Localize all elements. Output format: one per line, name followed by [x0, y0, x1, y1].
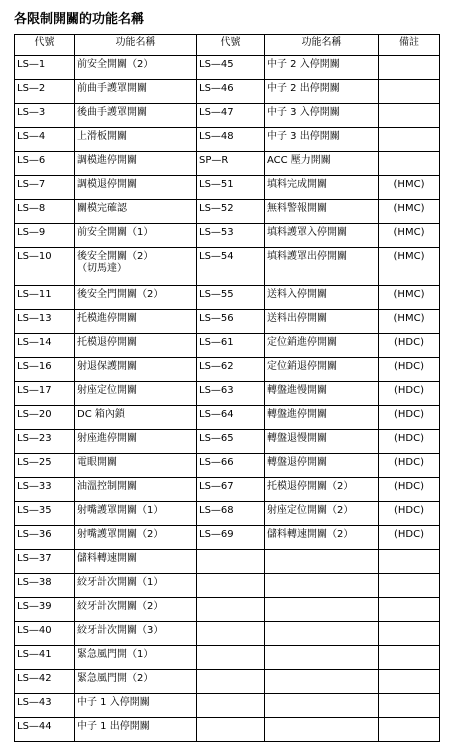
cell-remark [379, 152, 440, 176]
cell-code-2: LS—62 [197, 358, 265, 382]
header-function-2: 功能名稱 [265, 35, 379, 56]
cell-code-2 [197, 598, 265, 622]
header-code-1: 代號 [15, 35, 75, 56]
cell-function-2: 托模退停開關（2） [265, 478, 379, 502]
cell-function-2: 轉盤退慢開關 [265, 430, 379, 454]
cell-code-1: LS—39 [15, 598, 75, 622]
cell-code-2: LS—52 [197, 200, 265, 224]
cell-function-1: 射嘴護罩開關（1） [75, 502, 197, 526]
cell-function-2: 填料護罩入停開關 [265, 224, 379, 248]
cell-function-1: 後曲手護罩開關 [75, 104, 197, 128]
cell-code-2 [197, 694, 265, 718]
cell-function-1: 前曲手護罩開關 [75, 80, 197, 104]
cell-code-2: LS—67 [197, 478, 265, 502]
cell-code-2 [197, 622, 265, 646]
cell-function-2: 中子 3 出停開關 [265, 128, 379, 152]
cell-code-2: LS—66 [197, 454, 265, 478]
table-row [15, 80, 440, 104]
cell-function-1: 絞牙計次開關（3） [75, 622, 197, 646]
cell-remark [379, 622, 440, 646]
cell-remark [379, 104, 440, 128]
cell-function-2: 填料完成開關 [265, 176, 379, 200]
cell-remark: (HDC) [379, 526, 440, 550]
table-row [15, 248, 440, 286]
cell-remark [379, 128, 440, 152]
table-row [15, 550, 440, 574]
cell-code-1: LS—7 [15, 176, 75, 200]
cell-function-1: 射座定位開關 [75, 382, 197, 406]
table-row [15, 454, 440, 478]
cell-function-1: 前安全開關（1） [75, 224, 197, 248]
cell-function-1: 關模完確認 [75, 200, 197, 224]
cell-function-1: 絞牙計次開關（2） [75, 598, 197, 622]
cell-remark [379, 694, 440, 718]
cell-code-1: LS—37 [15, 550, 75, 574]
cell-remark: (HDC) [379, 502, 440, 526]
cell-code-2: LS—45 [197, 56, 265, 80]
table-row [15, 152, 440, 176]
cell-code-1: LS—2 [15, 80, 75, 104]
cell-code-1: LS—40 [15, 622, 75, 646]
cell-remark [379, 646, 440, 670]
cell-code-2: LS—69 [197, 526, 265, 550]
cell-function-2 [265, 694, 379, 718]
cell-function-1: 調模退停開關 [75, 176, 197, 200]
cell-code-1: LS—35 [15, 502, 75, 526]
cell-remark: (HDC) [379, 382, 440, 406]
cell-remark [379, 718, 440, 742]
cell-function-1: DC 箱內鎖 [75, 406, 197, 430]
table-row [15, 224, 440, 248]
cell-function-2: 轉盤退停開關 [265, 454, 379, 478]
cell-code-2 [197, 574, 265, 598]
cell-function-2 [265, 574, 379, 598]
cell-code-1: LS—42 [15, 670, 75, 694]
cell-function-2: 射座定位開關（2） [265, 502, 379, 526]
cell-function-1: 油溫控制開關 [75, 478, 197, 502]
cell-function-2: 轉盤進慢開關 [265, 382, 379, 406]
cell-function-1: 中子 1 出停開關 [75, 718, 197, 742]
table-row [15, 718, 440, 742]
cell-code-1: LS—25 [15, 454, 75, 478]
cell-code-1: LS—3 [15, 104, 75, 128]
cell-code-2 [197, 550, 265, 574]
cell-code-2: LS—63 [197, 382, 265, 406]
cell-code-1: LS—43 [15, 694, 75, 718]
cell-remark [379, 574, 440, 598]
cell-code-2 [197, 718, 265, 742]
cell-code-1: LS—20 [15, 406, 75, 430]
cell-code-2 [197, 646, 265, 670]
cell-remark: (HDC) [379, 478, 440, 502]
cell-code-1: LS—10 [15, 248, 75, 286]
header-function-1: 功能名稱 [75, 35, 197, 56]
table-row [15, 622, 440, 646]
cell-code-1: LS—14 [15, 334, 75, 358]
cell-code-1: LS—17 [15, 382, 75, 406]
table-row [15, 56, 440, 80]
cell-code-1: LS—44 [15, 718, 75, 742]
limit-switch-table [14, 34, 440, 742]
cell-function-1: 射退保護開關 [75, 358, 197, 382]
table-row [15, 128, 440, 152]
cell-function-2: 送料出停開關 [265, 310, 379, 334]
table-row [15, 646, 440, 670]
cell-code-1: LS—9 [15, 224, 75, 248]
cell-function-2: 儲料轉速開關（2） [265, 526, 379, 550]
cell-code-2: LS—68 [197, 502, 265, 526]
cell-function-1: 緊急風門開（1） [75, 646, 197, 670]
table-row [15, 430, 440, 454]
cell-code-2 [197, 670, 265, 694]
table-row [15, 574, 440, 598]
table-body [15, 56, 440, 742]
cell-code-2: LS—53 [197, 224, 265, 248]
cell-function-1: 後安全開關（2） （切馬達） [75, 248, 197, 286]
cell-function-1: 電眼開關 [75, 454, 197, 478]
cell-remark [379, 670, 440, 694]
table-row [15, 200, 440, 224]
cell-code-1: LS—1 [15, 56, 75, 80]
cell-function-1: 調模進停開關 [75, 152, 197, 176]
cell-code-1: LS—4 [15, 128, 75, 152]
cell-code-1: LS—6 [15, 152, 75, 176]
cell-function-2 [265, 646, 379, 670]
header-code-2: 代號 [197, 35, 265, 56]
cell-remark: (HMC) [379, 200, 440, 224]
cell-function-2: 無料警報開關 [265, 200, 379, 224]
cell-function-1: 前安全開關（2） [75, 56, 197, 80]
cell-function-1: 後安全門開關（2） [75, 286, 197, 310]
table-row [15, 334, 440, 358]
cell-function-2: ACC 壓力開關 [265, 152, 379, 176]
cell-code-1: LS—41 [15, 646, 75, 670]
cell-remark: (HMC) [379, 310, 440, 334]
cell-function-2 [265, 598, 379, 622]
cell-code-1: LS—33 [15, 478, 75, 502]
table-row [15, 526, 440, 550]
cell-function-1: 托模退停開關 [75, 334, 197, 358]
cell-remark [379, 598, 440, 622]
cell-remark: (HDC) [379, 358, 440, 382]
cell-function-2: 填料護罩出停開關 [265, 248, 379, 286]
cell-function-2: 送料入停開關 [265, 286, 379, 310]
cell-code-2: LS—46 [197, 80, 265, 104]
cell-code-1: LS—16 [15, 358, 75, 382]
cell-remark [379, 550, 440, 574]
cell-function-2: 定位銷進停開關 [265, 334, 379, 358]
cell-code-1: LS—23 [15, 430, 75, 454]
cell-remark: (HDC) [379, 454, 440, 478]
cell-code-2: LS—54 [197, 248, 265, 286]
cell-function-2 [265, 622, 379, 646]
cell-function-1: 儲料轉速開關 [75, 550, 197, 574]
cell-code-2: LS—64 [197, 406, 265, 430]
cell-function-1: 射嘴護罩開關（2） [75, 526, 197, 550]
cell-function-1: 絞牙計次開關（1） [75, 574, 197, 598]
cell-function-1: 中子 1 入停開關 [75, 694, 197, 718]
cell-function-2: 中子 2 入停開關 [265, 56, 379, 80]
cell-function-1: 射座進停開關 [75, 430, 197, 454]
cell-remark [379, 80, 440, 104]
cell-code-1: LS—8 [15, 200, 75, 224]
cell-code-2: LS—47 [197, 104, 265, 128]
cell-remark: (HDC) [379, 430, 440, 454]
table-row [15, 358, 440, 382]
table-row [15, 310, 440, 334]
cell-function-2: 定位銷退停開關 [265, 358, 379, 382]
header-remark: 備註 [379, 35, 440, 56]
cell-function-2 [265, 718, 379, 742]
cell-function-2: 中子 2 出停開關 [265, 80, 379, 104]
table-row [15, 694, 440, 718]
cell-code-2: LS—55 [197, 286, 265, 310]
cell-function-1: 托模進停開關 [75, 310, 197, 334]
page-title: 各限制開關的功能名稱 [14, 12, 145, 27]
cell-remark: (HMC) [379, 176, 440, 200]
cell-function-1: 上滑板開關 [75, 128, 197, 152]
cell-remark: (HMC) [379, 248, 440, 286]
cell-code-2: LS—51 [197, 176, 265, 200]
cell-function-2: 中子 3 入停開關 [265, 104, 379, 128]
cell-code-2: LS—61 [197, 334, 265, 358]
table-row [15, 382, 440, 406]
cell-remark: (HDC) [379, 406, 440, 430]
cell-code-2: LS—56 [197, 310, 265, 334]
cell-code-1: LS—13 [15, 310, 75, 334]
cell-remark: (HMC) [379, 286, 440, 310]
header-row [15, 35, 440, 56]
cell-function-2 [265, 670, 379, 694]
cell-code-1: LS—38 [15, 574, 75, 598]
cell-function-1: 緊急風門開（2） [75, 670, 197, 694]
table-row [15, 670, 440, 694]
cell-code-2: LS—65 [197, 430, 265, 454]
cell-code-1: LS—11 [15, 286, 75, 310]
table-row [15, 176, 440, 200]
cell-remark: (HMC) [379, 224, 440, 248]
table-row [15, 598, 440, 622]
cell-code-2: SP—R [197, 152, 265, 176]
cell-code-1: LS—36 [15, 526, 75, 550]
cell-remark: (HDC) [379, 334, 440, 358]
table-row [15, 502, 440, 526]
cell-code-2: LS—48 [197, 128, 265, 152]
table-row [15, 104, 440, 128]
table-row [15, 478, 440, 502]
table-row [15, 286, 440, 310]
cell-function-2 [265, 550, 379, 574]
cell-function-2: 轉盤進停開關 [265, 406, 379, 430]
cell-remark [379, 56, 440, 80]
table-row [15, 406, 440, 430]
